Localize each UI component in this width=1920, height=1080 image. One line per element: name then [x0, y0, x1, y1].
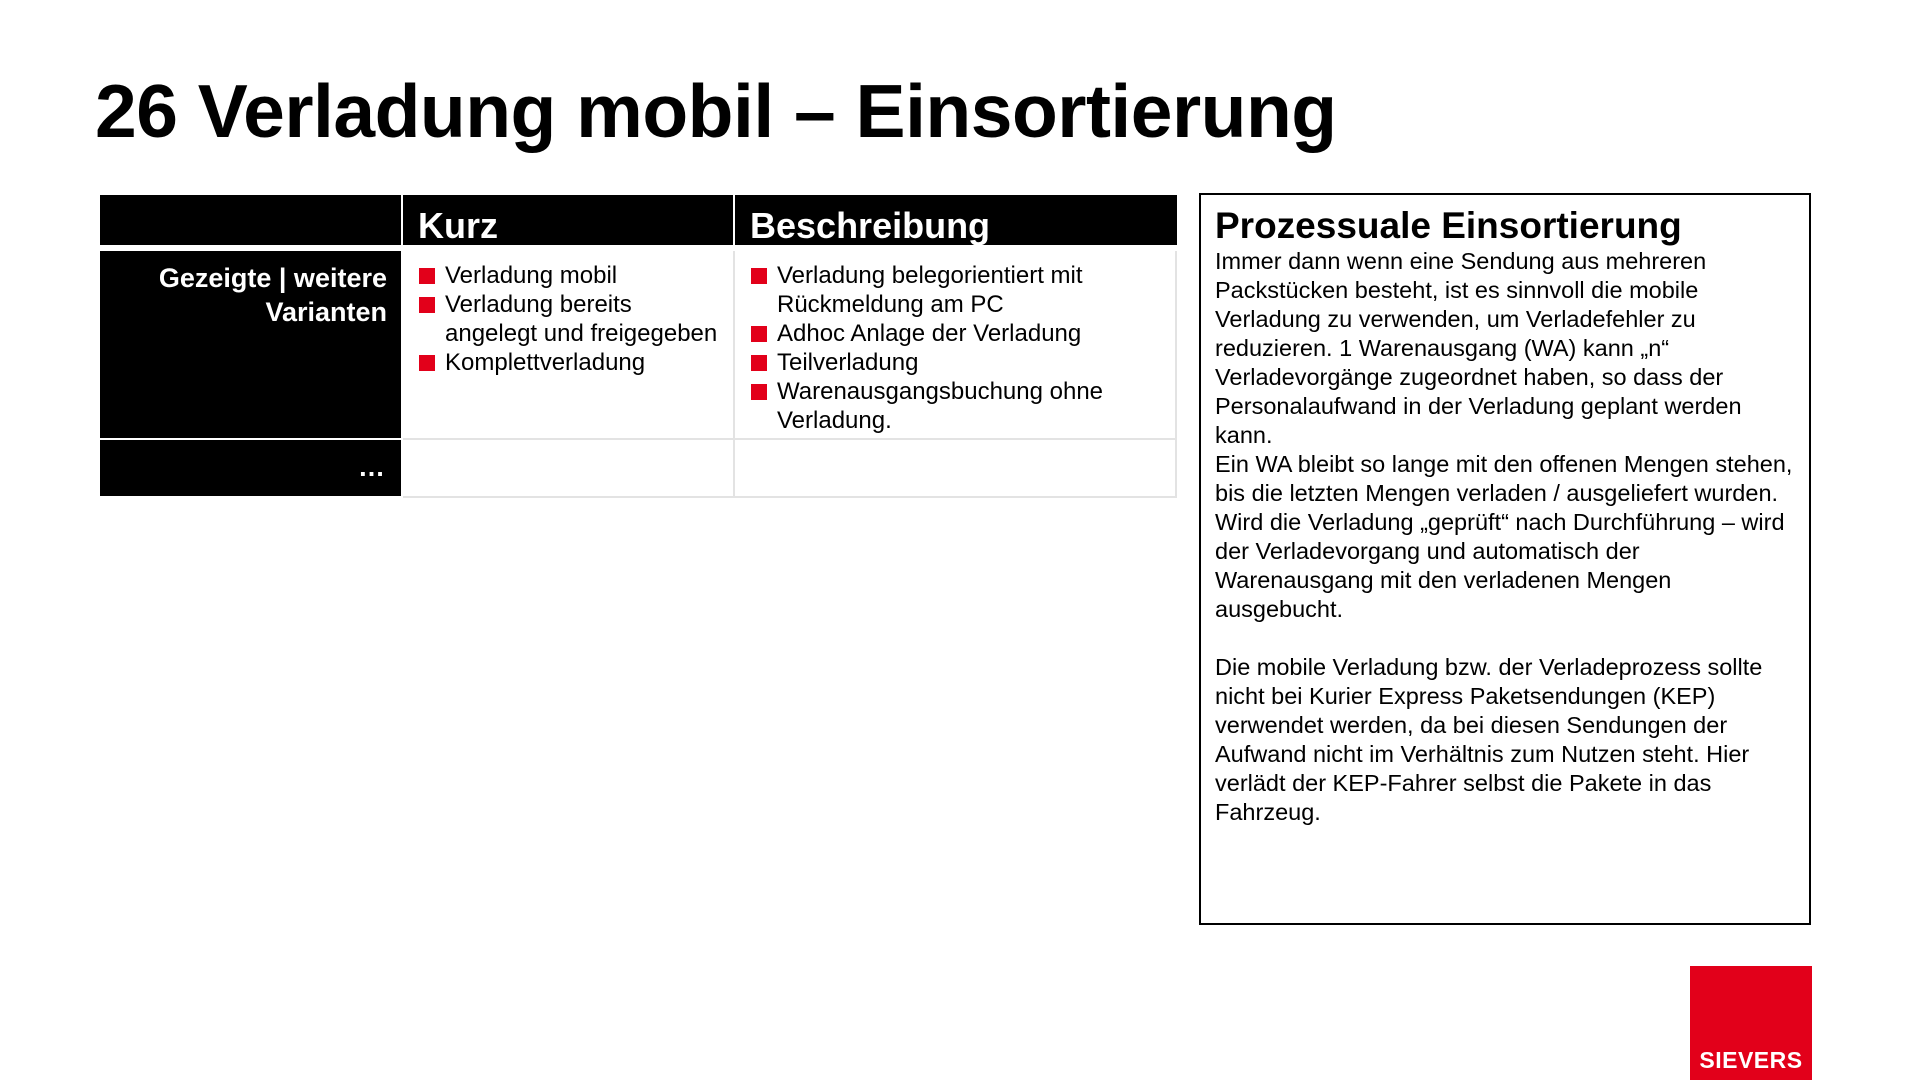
list-item: Teilverladung [747, 348, 1165, 377]
list-item: Verladung belegorientiert mit Rückmeldung am PC [747, 261, 1165, 319]
variants-table [100, 195, 1177, 498]
box-title: Prozessuale Einsortierung [1215, 205, 1682, 246]
table-header-empty [100, 195, 403, 251]
box-paragraph: Wird die Verladung „geprüft“ nach Durchführung – wird der Verladevorgang und automatisch der Warenausgang mit den verladenen Mengen ausgebucht. [1215, 509, 1785, 622]
list-item: Verladung mobil [415, 261, 723, 290]
cell-beschreibung-empty [735, 440, 1177, 498]
cell-kurz [403, 251, 735, 440]
row-label-varianten [100, 251, 403, 440]
slide-title: 26 Verladung mobil – Einsortierung [95, 69, 1337, 153]
row-label-ellipsis: … [358, 452, 387, 482]
box-paragraph: Ein WA bleibt so lange mit den offenen Mengen stehen, bis die letzten Mengen verladen / ausgeliefert wurden. [1215, 451, 1793, 506]
list-item: Warenausgangsbuchung ohne Verladung. [747, 377, 1165, 435]
list-item: Verladung bereits angelegt und freigegeben [415, 290, 723, 348]
kurz-list [415, 261, 723, 377]
table-header-beschreibung: Beschreibung [735, 195, 1177, 251]
row-label-more [100, 440, 403, 498]
box-paragraph: Immer dann wenn eine Sendung aus mehreren Packstücken besteht, ist es sinnvoll die mobile Verladung zu verwenden, um Verladefehler zu reduzieren. 1 Warenausgang (WA) kann „n“ Verladevorgänge zugeordnet haben, so dass der Personalaufwand in der Verladung geplant werden kann. [1215, 248, 1742, 448]
process-info-box [1199, 193, 1811, 925]
beschreibung-list [747, 261, 1165, 435]
list-item: Komplettverladung [415, 348, 723, 377]
box-paragraph: Die mobile Verladung bzw. der Verladeprozess sollte nicht bei Kurier Express Paketsendungen (KEP) verwendet werden, da bei diesen Sendungen der Aufwand nicht im Verhältnis zum Nutzen steht. Hier verlädt der KEP-Fahrer selbst die Pakete in das Fahrzeug. [1215, 654, 1763, 825]
logo-text: SIEVERS [1699, 1047, 1803, 1073]
cell-beschreibung [735, 251, 1177, 440]
list-item: Adhoc Anlage der Verladung [747, 319, 1165, 348]
row-label-text: Gezeigte | weitere Varianten [158, 263, 387, 327]
cell-kurz-empty [403, 440, 735, 498]
sievers-logo [1690, 966, 1812, 1080]
table-header-kurz: Kurz [403, 195, 735, 251]
